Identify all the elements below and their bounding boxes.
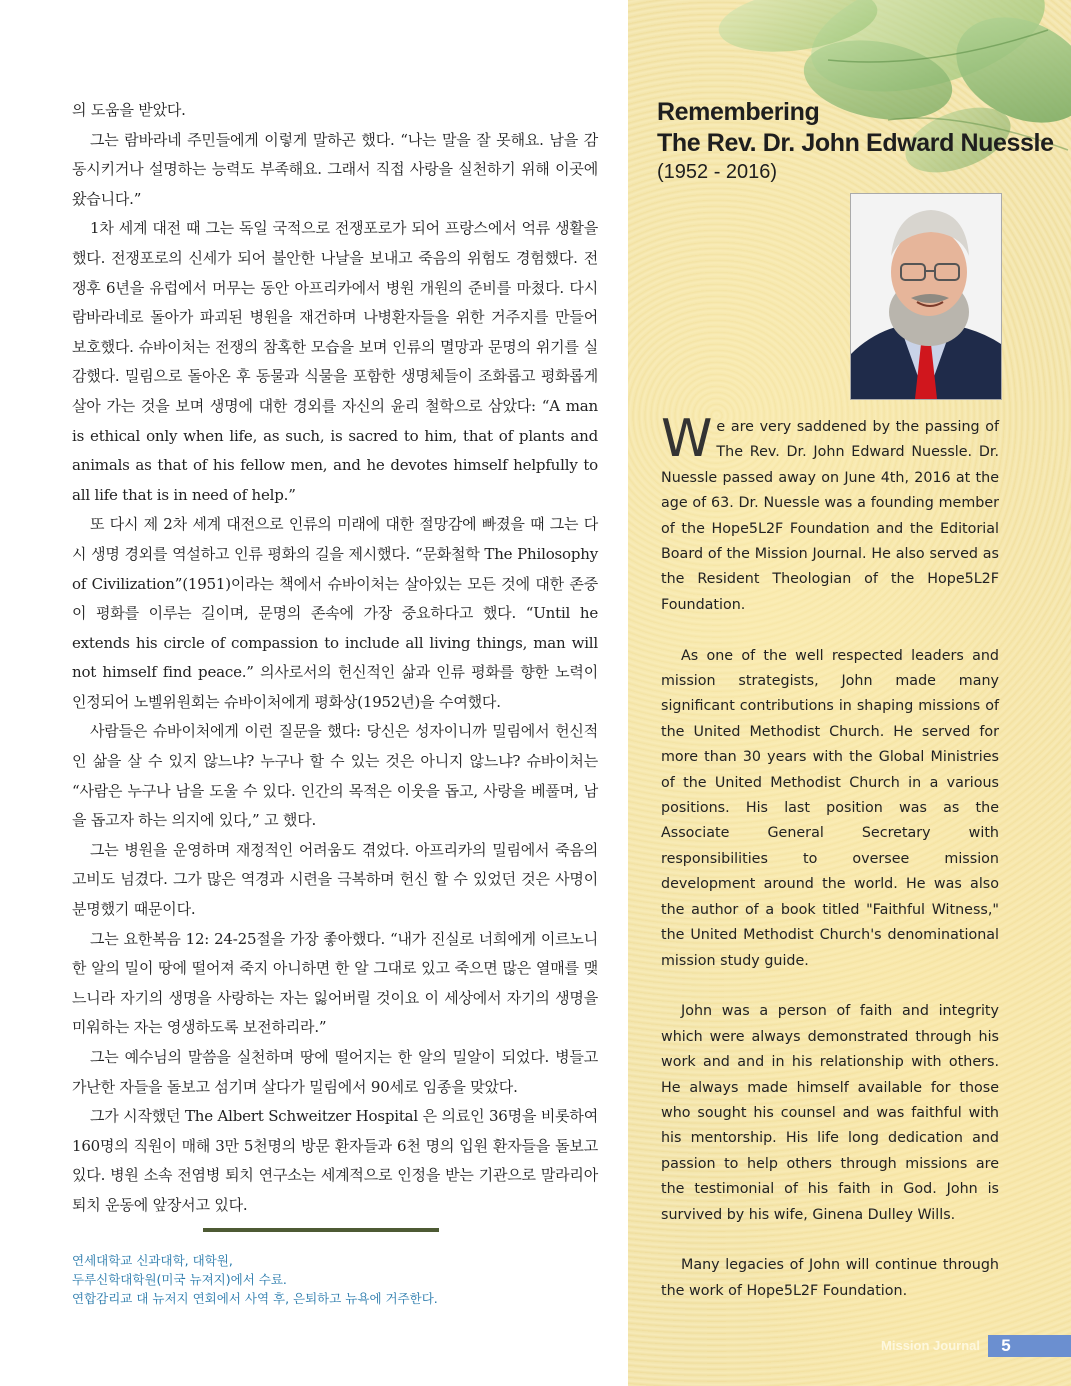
article-paragraph: 그는 요한복음 12: 24-25절을 가장 좋아했다. “내가 진실로 너희에게 이르노니 한 알의 밀이 땅에 떨어져 죽지 아니하면 한 알 그대로 있고 죽으면 많은 열매를 맺느니라 자기의 생명을 사랑하는 자는 잃어버릴 것이요 이 세상에서 자기의 생명을 미워하는 자는 영생하도록 보전하리라.”: [72, 929, 598, 1037]
memorial-article: [661, 409, 999, 1330]
article-paragraph: 그가 시작했던 The Albert Schweitzer Hospital 은 의료인 36명을 비롯하여 160명의 직원이 매해 3만 5천명의 방문 환자들과 6천 명의 입원 환자들을 돌보고 있다. 병원 소속 전염병 퇴치 연구소는 세계적으로 인정을 받는 기관으로 말라리아 퇴치 운동에 앞장서고 있다.: [72, 1107, 598, 1214]
article-paragraph: 그는 병원을 운영하며 재정적인 어려움도 겪었다. 아프리카의 밀림에서 죽음의 고비도 넘겼다. 그가 많은 역경과 시련을 극복하며 헌신 할 수 있었던 것은 사명이 분명했기 때문이다.: [72, 840, 598, 919]
article-paragraph: 그는 예수님의 말씀을 실천하며 땅에 떨어지는 한 알의 밀알이 되었다. 병들고 가난한 자들을 돌보고 섬기며 살다가 밀림에서 90세로 임종을 맞았다.: [72, 1048, 598, 1096]
drop-cap: W: [661, 409, 713, 469]
bio-line: 연세대학교 신과대학, 대학원,: [72, 1253, 233, 1268]
title-line-1: Remembering: [657, 98, 820, 126]
article-paragraph: 사람들은 슈바이처에게 이런 질문을 했다: 당신은 성자이니까 밀림에서 헌신적인 삶을 살 수 있지 않느냐? 누구나 할 수 있는 것은 아니지 않느냐? 슈바이처는 “사람은 누구나 남을 도울 수 있다. 인간의 목적은 이웃을 돕고, 사랑을 베풀며, 남을 돕고자 하는 의지에 있다,” 고 했다.: [72, 722, 598, 830]
page-number: 5: [1001, 1336, 1011, 1355]
portrait-photo: [850, 193, 1002, 400]
korean-article: [72, 96, 598, 1221]
life-years: (1952 - 2016): [657, 161, 778, 183]
article-paragraph-2: As one of the well respected leaders and mission strategists, John made many significant contributions in shaping missions of the United Methodist Church. He served for more than 30 years with the Global Ministries of the United Methodist Church in a various positions. His last position was as the Associate General Secretary with responsibilities to oversee mission development around the world. He was also the author of a book titled "Faithful Witness," the United Methodist Church's denominational mission study guide.: [661, 647, 999, 969]
divider-rule: [203, 1228, 439, 1232]
author-bio: [72, 1251, 592, 1308]
article-paragraph-3: John was a person of faith and integrity which were always demonstrated through his work and and in his relationship with others. He always made himself available for those who sought his counsel and was faithful with his mentorship. His life long dedication and passion to help others through missions are the testimonial of his faith in God. John is survived by his wife, Ginena Dulley Wills.: [661, 1003, 999, 1223]
portrait-icon: [851, 194, 1001, 399]
article-paragraph: 1차 세계 대전 때 그는 독일 국적으로 전쟁포로가 되어 프랑스에서 억류 생활을 했다. 전쟁포로의 신세가 되어 불안한 나날을 보내고 죽음의 위험도 경험했다. 전쟁후 6년을 유럽에서 머무는 동안 아프리카에서 병원 개원의 준비를 마쳤다. 다시 람바라네로 돌아가 파괴된 병원을 재건하며 나병환자들을 위한 거주지를 만들어 보호했다. 슈바이처는 전쟁의 참혹한 모습을 보며 인류의 멸망과 문명의 위기를 실감했다. 밀림으로 돌아온 후 동물과 식물을 포함한 생명체들이 조화롭고 평화롭게 살아 가는 것을 보며 생명에 대한 경외를 자신의 윤리 철학으로 삼았다: “A man is ethical only when life, as such, is sacred to him, that of plants and animals as that of his fellow men, and he devotes himself helpfully to all life that is in need of help.”: [72, 219, 598, 504]
article-paragraph: 의 도움을 받았다.: [72, 101, 186, 119]
article-paragraph-1: [661, 409, 999, 618]
bio-line: 두루신학대학원(미국 뉴져지)에서 수료.: [72, 1272, 287, 1287]
memorial-panel: [628, 0, 1071, 1386]
article-paragraph-4: Many legacies of John will continue through the work of Hope5L2F Foundation.: [661, 1257, 999, 1299]
paragraph-text: e are very saddened by the passing of The Rev. Dr. John Edward Nuessle. Dr. Nuessle passed away on June 4th, 2016 at the age of 63. Dr. Nuessle was a founding member of the Hope5L2F Foundation and the Editorial Board of the Mission Journal. He also served as the Resident Theologian of the Hope5L2F Foundation.: [661, 419, 999, 613]
title-line-2: The Rev. Dr. John Edward Nuessle: [657, 129, 1054, 157]
article-paragraph: 또 다시 제 2차 세계 대전으로 인류의 미래에 대한 절망감에 빠졌을 때 그는 다시 생명 경외를 역설하고 인류 평화의 길을 제시했다. “문화철학 The Philosophy of Civilization”(1951)이라는 책에서 슈바이처는 살아있는 모든 것에 대한 존중이 평화를 이루는 길이며, 문명의 존속에 가장 중요하다고 했다. “Until he extends his circle of compassion to include all living things, man will not himself find peace.” 의사로서의 헌신적인 삶과 인류 평화를 향한 노력이 인정되어 노벨위원회는 슈바이처에게 평화상(1952년)을 수여했다.: [72, 515, 598, 711]
bio-line: 연합감리교 대 뉴저지 연회에서 사역 후, 은퇴하고 뉴욕에 거주한다.: [72, 1291, 438, 1306]
journal-name: Mission Journal: [881, 1338, 980, 1353]
memorial-title: [657, 97, 1067, 185]
article-paragraph: 그는 람바라네 주민들에게 이렇게 말하곤 했다. “나는 말을 잘 못해요. 남을 감동시키거나 설명하는 능력도 부족해요. 그래서 직접 사랑을 실천하기 위해 이곳에 왔습니다.”: [72, 130, 598, 208]
